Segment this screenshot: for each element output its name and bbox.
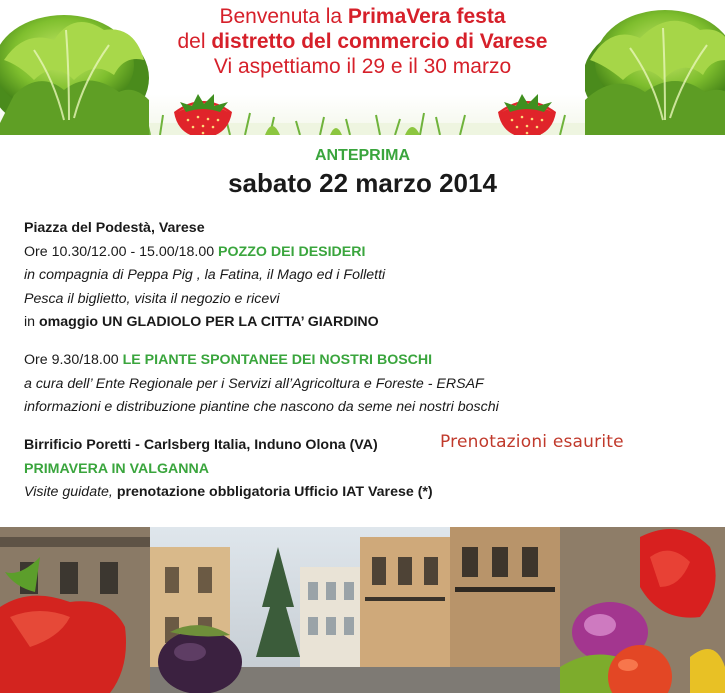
event-content	[0, 135, 725, 527]
section-hours: Ore 9.30/18.00 LE PIANTE SPONTANEE DEI NOSTRI BOSCHI	[24, 352, 433, 368]
banner-line-3: Vi aspettiamo il 29 e il 30 marzo	[213, 55, 512, 78]
section-location: Piazza del Podestà, Varese	[24, 220, 205, 236]
event-date: sabato 22 marzo 2014	[228, 168, 497, 198]
booking-status: Prenotazioni esaurite	[440, 432, 624, 452]
header-banner	[0, 0, 725, 135]
section-description: in compagnia di Peppa Pig , la Fatina, il Mago ed i Folletti	[24, 267, 386, 283]
section-piazza	[24, 217, 385, 335]
section-birrificio	[24, 434, 433, 505]
street-scene-illustration	[0, 527, 725, 693]
section-description: informazioni e distribuzione piantine che nascono da seme nei nostri boschi	[24, 399, 499, 415]
lettuce-icon	[585, 0, 725, 135]
section-description: Pesca il biglietto, visita il negozio e ricevi	[24, 290, 280, 307]
banner-title	[120, 4, 605, 79]
section-description: a cura dell’ Ente Regionale per i Servizi all’Agricoltura e Foreste - ERSAF	[24, 375, 484, 392]
section-location: Birrificio Poretti - Carlsberg Italia, Induno Olona (VA)	[24, 437, 378, 453]
strawberry-icon	[168, 90, 238, 135]
banner-line-2: del distretto del commercio di Varese	[177, 30, 548, 53]
section-event: PRIMAVERA IN VALGANNA	[24, 460, 209, 477]
strawberry-icon	[492, 90, 562, 135]
section-piante	[24, 349, 499, 420]
section-gift: in omaggio UN GLADIOLO PER LA CITTA’ GIARDINO	[24, 314, 379, 330]
banner-line-1: Benvenuta la PrimaVera festa	[219, 5, 506, 28]
section-hours: Ore 10.30/12.00 - 15.00/18.00 POZZO DEI DESIDERI	[24, 243, 366, 260]
section-booking: Visite guidate, prenotazione obbligatoria Ufficio IAT Varese (*)	[24, 484, 433, 500]
anteprima-label: ANTEPRIMA	[314, 147, 411, 164]
street-photo	[0, 527, 725, 693]
